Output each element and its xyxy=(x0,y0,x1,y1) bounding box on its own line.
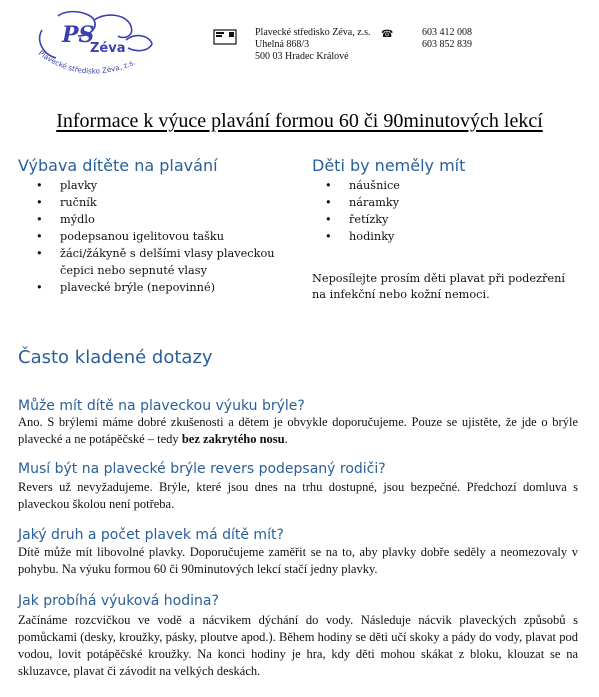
faq-question: Musí být na plavecké brýle revers podepsaný rodiči? xyxy=(18,461,386,477)
list-item: • mýdlo xyxy=(36,211,276,228)
address-line: 500 03 Hradec Králové xyxy=(255,51,349,62)
forbidden-heading: Děti by neměly mít xyxy=(312,156,466,175)
envelope-icon xyxy=(213,28,237,46)
faq-question: Může mít dítě na plaveckou výuku brýle? xyxy=(18,398,305,414)
telephone-icon: ☎ xyxy=(381,29,394,40)
page-title: Informace k výuce plavání formou 60 či 90minutových lekcí xyxy=(56,110,543,132)
list-item: • řetízky xyxy=(325,211,565,228)
address-line: Plavecké středisko Zéva, z.s. xyxy=(255,27,371,38)
list-item: • náušnice xyxy=(325,177,565,194)
faq-question: Jak probíhá výuková hodina? xyxy=(18,593,219,609)
equipment-list xyxy=(36,177,276,296)
equipment-heading: Výbava dítěte na plavání xyxy=(18,156,218,175)
answer-end: . xyxy=(284,432,288,446)
phone-number: 603 412 008 xyxy=(422,27,472,38)
answer-emphasis: bez zakrytého nosu xyxy=(181,432,285,446)
faq-answer: Začínáme rozcvičkou ve vodě a nácvikem dýchání do vody. Následuje nácvik plaveckých způsobů s pomůckami (desky, kroužky, pásky, ploutve apod.). Během hodiny se děti učí skoky a pády do vody, plavat pod vodou, lovit potápěčské kroužky. Na konci hodiny je hra, kdy děti mohou skákat z bloku, klouzat se na skluzavce, plavat či závodit na velkých deskách. xyxy=(18,613,578,678)
logo-letters: PS xyxy=(62,22,95,48)
address-line: Uhelná 868/3 xyxy=(255,39,310,50)
health-note: Neposílejte prosím děti plavat při podezření na infekční nebo kožní nemoci. xyxy=(312,272,565,301)
forbidden-list xyxy=(325,177,565,245)
list-item: • žáci/žákyně s delšími vlasy plaveckou čepici nebo sepnuté vlasy xyxy=(36,245,276,279)
faq-answer: Dítě může mít libovolné plavky. Doporučujeme zaměřit se na to, aby plavky dobře seděly a neomezovaly v pohybu. Na výuku formou 60 či 90minutových lekcí stačí jedny plavky. xyxy=(18,545,578,576)
phone-number: 603 852 839 xyxy=(422,39,472,50)
list-item: • hodinky xyxy=(325,228,565,245)
address-block xyxy=(255,27,371,63)
list-item: • podepsanou igelitovou tašku xyxy=(36,228,276,245)
list-item: • plavky xyxy=(36,177,276,194)
organization-logo xyxy=(28,10,158,78)
faq-answer xyxy=(18,414,578,448)
faq-answer: Revers už nevyžadujeme. Brýle, které jsou dnes na trhu dostupné, jsou bezpečné. Předchozí domluva s plaveckou školou není potřeba. xyxy=(18,480,578,511)
logo-word: Zéva xyxy=(90,41,126,56)
faq-heading: Často kladené dotazy xyxy=(18,347,213,368)
logo-arc-text: Plavecké středisko Zéva, z.s. xyxy=(36,48,137,76)
answer-text: Ano. S brýlemi máme dobré zkušenosti a dětem je obvykle doporučujeme. Pouze se ujistěte, že jde o brýle plavecké a ne potápěčské – tedy xyxy=(18,415,578,446)
list-item: • ručník xyxy=(36,194,276,211)
phone-block xyxy=(422,27,472,51)
list-item: • plavecké brýle (nepovinné) xyxy=(36,279,276,296)
list-item: • náramky xyxy=(325,194,565,211)
faq-question: Jaký druh a počet plavek má dítě mít? xyxy=(18,527,284,543)
